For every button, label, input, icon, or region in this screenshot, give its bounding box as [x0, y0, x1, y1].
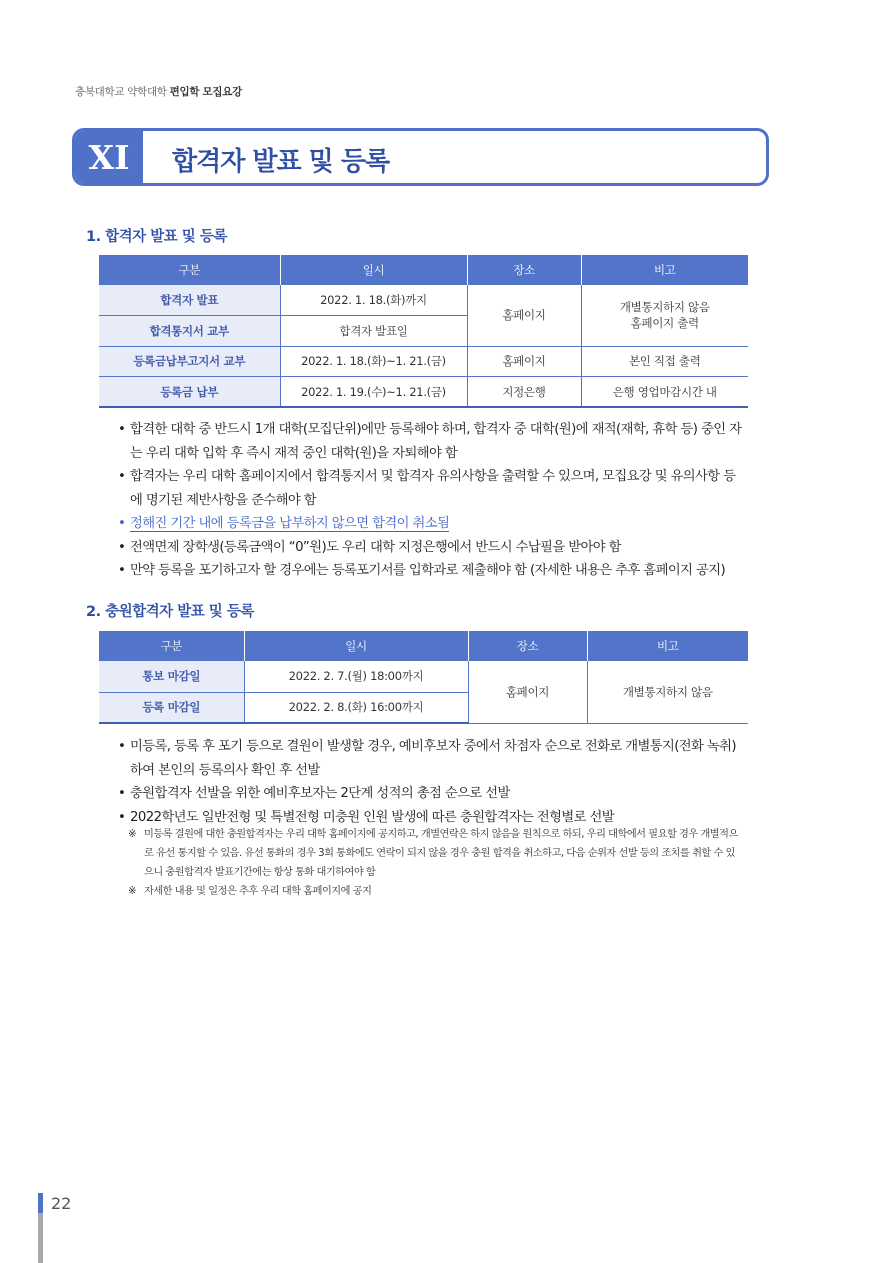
additional-acceptance-table: [99, 631, 748, 724]
column-header: 장소: [467, 255, 581, 285]
note-line: 개별통지하지 않음: [619, 300, 710, 315]
list-item: • 미등록, 등록 후 포기 등으로 결원이 발생할 경우, 예비후보자 중에서 차점자 순으로 전화로 개별통지(전화 녹취)하여 본인의 등록의사 확인 후 선발: [118, 735, 743, 782]
section-2-bullets: [118, 735, 743, 829]
row-label: 등록금납부고지서 교부: [99, 346, 280, 377]
row-label: 합격통지서 교부: [99, 316, 280, 347]
list-item: • 합격한 대학 중 반드시 1개 대학(모집단위)에만 등록해야 하며, 합격자 중 대학(원)에 재적(재학, 휴학 등) 중인 자는 우리 대학 입학 후 즉시 재적 중인 대학(원)을 자퇴해야 함: [118, 418, 743, 465]
row-date: 2022. 2. 8.(화) 16:00까지: [244, 692, 468, 723]
list-item: • 만약 등록을 포기하고자 할 경우에는 등록포기서를 입학과로 제출해야 함 (자세한 내용은 추후 홈페이지 공지): [118, 559, 743, 583]
row-place: 홈페이지: [468, 661, 587, 723]
list-item: • 전액면제 장학생(등록금액이 “0”원)도 우리 대학 지정은행에서 반드시 수납필을 받아야 함: [118, 536, 743, 560]
row-note: [581, 285, 748, 346]
row-label: 등록 마감일: [99, 692, 244, 723]
running-header: [75, 84, 242, 99]
announcement-schedule-table: [99, 255, 748, 408]
section-2-notes: [128, 825, 738, 901]
highlight-text: 정해진 기간 내에 등록금을 납부하지 않으면 합격이 취소됨: [130, 516, 450, 531]
column-header: 일시: [280, 255, 467, 285]
list-item: • 2022학년도 일반전형 및 특별전형 미충원 인원 발생에 따른 충원합격자는 전형별로 선발: [118, 806, 743, 830]
column-header: 비고: [581, 255, 748, 285]
row-place: 지정은행: [467, 377, 581, 408]
column-header: 일시: [244, 631, 468, 661]
reference-mark: ※: [128, 886, 137, 897]
row-place: 홈페이지: [467, 285, 581, 346]
header-school: 충북대학교 약학대학: [75, 86, 167, 98]
row-note: 은행 영업마감시간 내: [581, 377, 748, 408]
list-item-highlight: [118, 512, 743, 536]
note-item: [128, 882, 738, 901]
row-date: 2022. 1. 18.(화)~1. 21.(금): [280, 346, 467, 377]
section-2-title: 2. 충원합격자 발표 및 등록: [86, 604, 254, 620]
row-date: 2022. 2. 7.(월) 18:00까지: [244, 661, 468, 692]
table-row: [99, 346, 748, 377]
chapter-heading: [72, 128, 769, 186]
page-edge-accent: [38, 1193, 43, 1213]
reference-mark: ※: [128, 829, 137, 840]
row-label: 등록금 납부: [99, 377, 280, 408]
row-date: 2022. 1. 19.(수)~1. 21.(금): [280, 377, 467, 408]
note-item: [128, 825, 738, 882]
table-row: [99, 285, 748, 316]
row-place: 홈페이지: [467, 346, 581, 377]
table-header-row: [99, 631, 748, 661]
table-row: [99, 377, 748, 408]
section-1-title: 1. 합격자 발표 및 등록: [86, 229, 227, 245]
column-header: 비고: [587, 631, 748, 661]
list-item: • 충원합격자 선발을 위한 예비후보자는 2단계 성적의 총점 순으로 선발: [118, 782, 743, 806]
column-header: 구분: [99, 631, 244, 661]
row-date: 2022. 1. 18.(화)까지: [280, 285, 467, 316]
section-1-bullets: [118, 418, 743, 583]
note-line: 홈페이지 출력: [630, 316, 699, 331]
list-item: • 합격자는 우리 대학 홈페이지에서 합격통지서 및 합격자 유의사항을 출력할 수 있으며, 모집요강 및 유의사항 등에 명기된 제반사항을 준수해야 함: [118, 465, 743, 512]
column-header: 장소: [468, 631, 587, 661]
table-header-row: [99, 255, 748, 285]
row-note: 본인 직접 출력: [581, 346, 748, 377]
chapter-number: XI: [75, 131, 143, 183]
header-doc-title: 편입학 모집요강: [169, 86, 242, 98]
note-text: 미등록 결원에 대한 충원합격자는 우리 대학 홈페이지에 공지하고, 개별연락은 하지 않음을 원칙으로 하되, 우리 대학에서 필요할 경우 개별적으로 유선 통지할 수 있음. 유선 통화의 경우 3회 통화에도 연락이 되지 않을 경우 충원 합격을 취소하고, 다음 순위자 선발 등의 조치를 취할 수 있으니 충원합격자 발표기간에는 항상 통화 대기하여야 함: [144, 829, 738, 878]
table-row: [99, 661, 748, 692]
note-text: 자세한 내용 및 일정은 추후 우리 대학 홈페이지에 공지: [144, 886, 372, 897]
row-label: 합격자 발표: [99, 285, 280, 316]
row-label: 통보 마감일: [99, 661, 244, 692]
chapter-title: 합격자 발표 및 등록: [172, 147, 390, 177]
row-date: 합격자 발표일: [280, 316, 467, 347]
page-number: 22: [51, 1194, 72, 1213]
row-note: 개별통지하지 않음: [587, 661, 748, 723]
column-header: 구분: [99, 255, 280, 285]
